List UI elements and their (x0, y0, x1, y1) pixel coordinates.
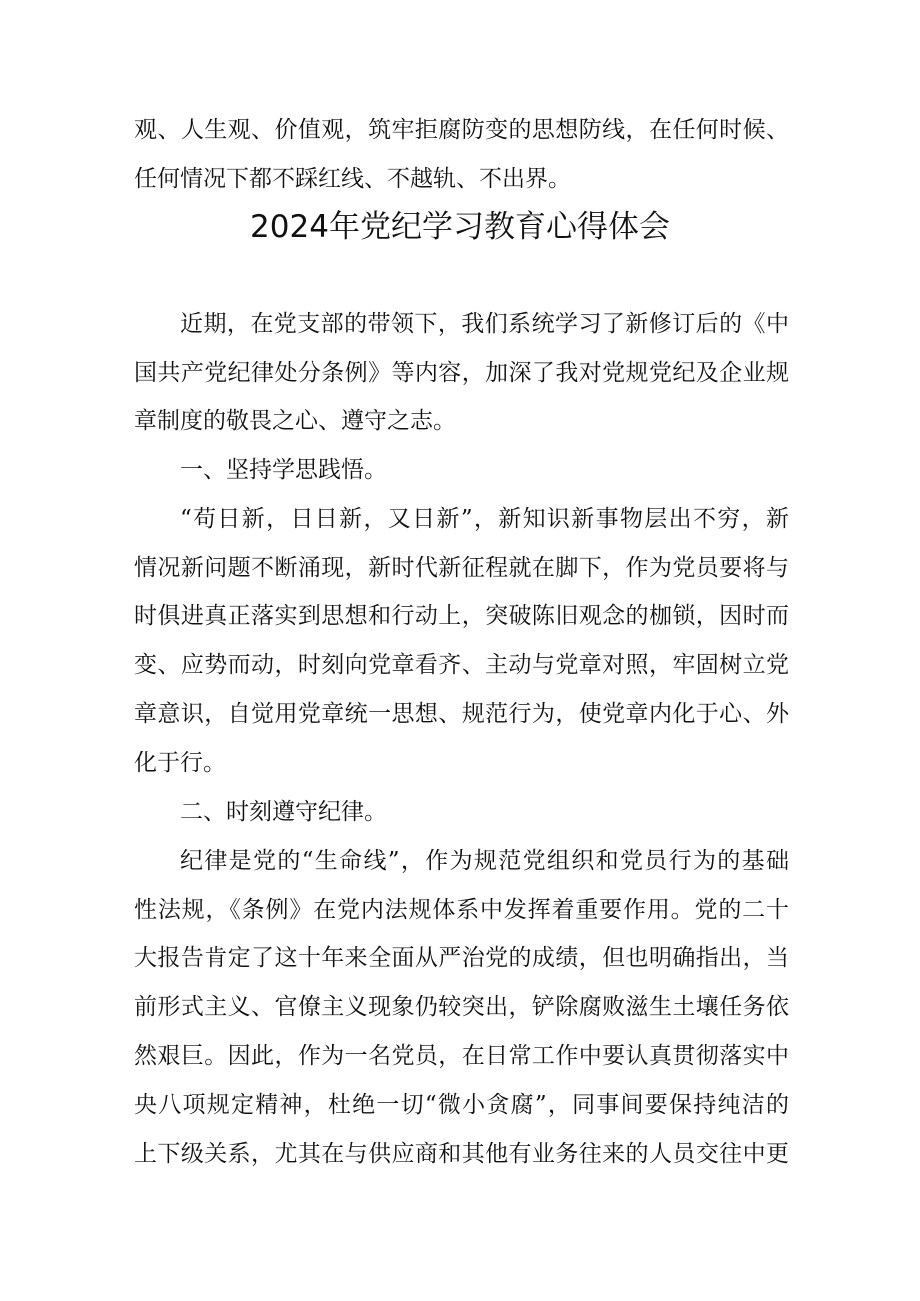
section-1-line-1: “苟日新，日日新，又日新”，新知识新事物层出不穷，新 (180, 506, 789, 532)
section-1-line-2: 情况新问题不断涌现，新时代新征程就在脚下，作为党员要将与 (134, 555, 789, 581)
continuation-line-1: 观、人生观、价值观，筑牢拒腐防变的思想防线，在任何时候、 (134, 117, 789, 143)
document-title: 2024年党纪学习教育心得体会 (250, 209, 670, 245)
section-1-line-6: 化于行。 (134, 750, 226, 776)
intro-line-2: 国共产党纪律处分条例》等内容，加深了我对党规党纪及企业规 (134, 360, 789, 386)
intro-line-1: 近期，在党支部的带领下，我们系统学习了新修订后的《中 (180, 311, 789, 337)
section-2-line-1: 纪律是党的“生命线”，作为规范党组织和党员行为的基础 (180, 848, 789, 874)
section-2-line-2: 性法规，《条例》在党内法规体系中发挥着重要作用。党的二十 (134, 897, 789, 923)
intro-line-3: 章制度的敬畏之心、遵守之志。 (134, 408, 456, 434)
continuation-line-2: 任何情况下都不踩红线、不越轨、不出界。 (134, 166, 571, 192)
section-1-line-4: 变、应势而动，时刻向党章看齐、主动与党章对照，牢固树立党 (134, 652, 789, 678)
section-1-heading: 一、坚持学思践悟。 (180, 457, 387, 483)
section-2-line-4: 前形式主义、官僚主义现象仍较突出，铲除腐败滋生土壤任务依 (134, 994, 789, 1020)
section-2-line-3: 大报告肯定了这十年来全面从严治党的成绩，但也明确指出，当 (134, 945, 789, 971)
section-2-line-6: 央八项规定精神，杜绝一切“微小贪腐”，同事间要保持纯洁的 (134, 1092, 789, 1118)
section-1-line-3: 时俱进真正落实到思想和行动上，突破陈旧观念的枷锁，因时而 (134, 603, 789, 629)
section-2-heading: 二、时刻遵守纪律。 (180, 799, 387, 825)
section-1-line-5: 章意识，自觉用党章统一思想、规范行为，使党章内化于心、外 (134, 701, 789, 727)
section-2-line-7: 上下级关系，尤其在与供应商和其他有业务往来的人员交往中更 (134, 1141, 789, 1167)
section-2-line-5: 然艰巨。因此，作为一名党员，在日常工作中要认真贯彻落实中 (134, 1043, 789, 1069)
